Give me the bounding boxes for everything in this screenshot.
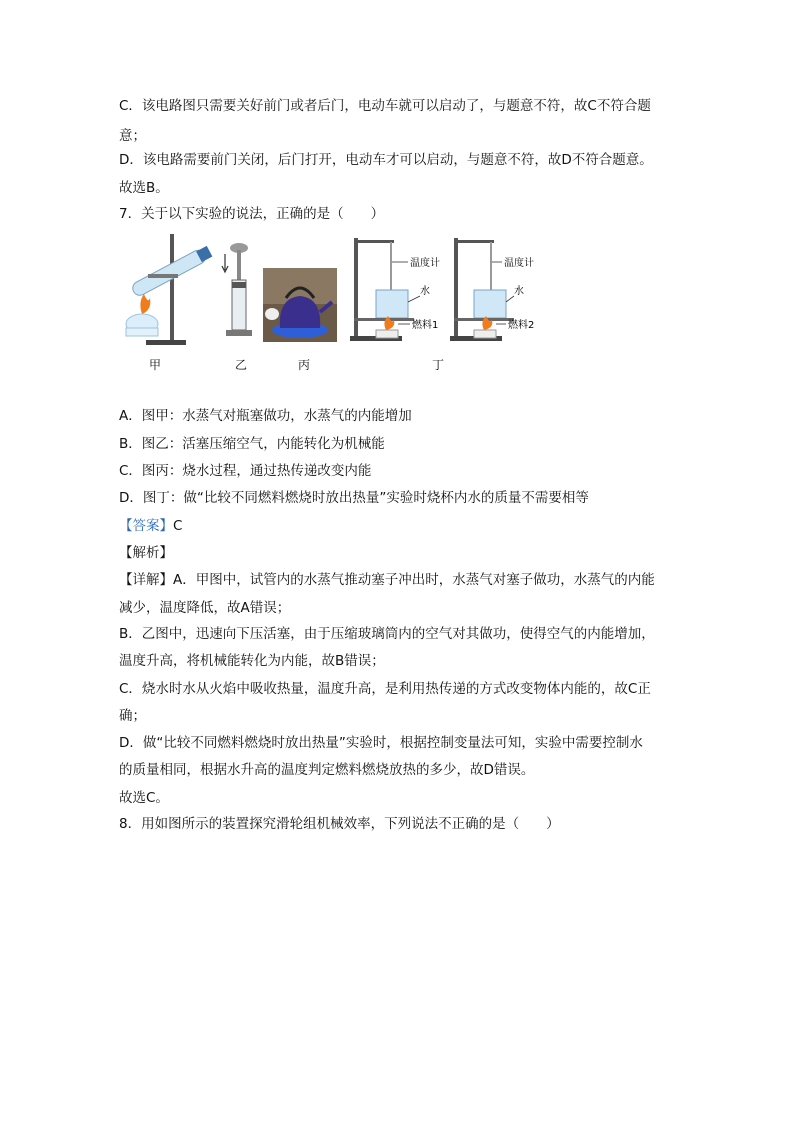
label-thermometer-2: 温度计 bbox=[504, 258, 534, 269]
detail-tag: 【详解】 bbox=[119, 572, 173, 588]
explanation-line-1 bbox=[119, 570, 655, 590]
explanation-b-part2: 温度升高，将机械能转化为内能，故B错误； bbox=[119, 653, 385, 669]
question-8-stem: 8．用如图所示的装置探究滑轮组机械效率，下列说法不正确的是（ ） bbox=[119, 816, 560, 832]
explanation-c-part1: C．烧水时水从火焰中吸收热量，温度升高，是利用热传递的方式改变物体内能的，故C正 bbox=[119, 681, 651, 697]
experiment-figure-svg bbox=[118, 232, 558, 350]
prev-conclusion: 故选B。 bbox=[119, 180, 169, 196]
prev-option-c-line1: C．该电路图只需要关好前门或者后门，电动车就可以启动了，与题意不符，故C不符合题 bbox=[119, 98, 651, 114]
label-thermometer-1: 温度计 bbox=[410, 258, 440, 269]
answer-value: C bbox=[173, 518, 183, 534]
fig-ding-right-apparatus bbox=[450, 238, 514, 341]
label-water-2: 水 bbox=[514, 286, 524, 297]
caption-ding: 丁 bbox=[432, 358, 445, 372]
explanation-b-part1: B．乙图中，迅速向下压活塞，由于压缩玻璃筒内的空气对其做功，使得空气的内能增加， bbox=[119, 626, 655, 642]
q7-conclusion: 故选C。 bbox=[119, 790, 169, 806]
label-fuel-1: 燃料1 bbox=[412, 320, 439, 331]
answer-line bbox=[119, 516, 182, 536]
caption-bing: 丙 bbox=[298, 358, 311, 372]
question-7-stem: 7．关于以下实验的说法，正确的是（ ） bbox=[119, 206, 385, 222]
fig-ding-left-apparatus bbox=[350, 238, 420, 341]
option-b: B．图乙：活塞压缩空气，内能转化为机械能 bbox=[119, 436, 385, 452]
experiment-figure bbox=[118, 232, 558, 350]
explanation-d-part2: 的质量相同，根据水升高的温度判定燃料燃烧放热的多少，故D错误。 bbox=[119, 762, 535, 778]
label-fuel-2: 燃料2 bbox=[508, 320, 535, 331]
fig-bing-photo bbox=[263, 268, 337, 342]
caption-jia: 甲 bbox=[149, 358, 162, 372]
prev-option-c-line2: 意； bbox=[119, 128, 146, 144]
fig-jia-apparatus bbox=[126, 234, 213, 345]
explanation-c-part2: 确； bbox=[119, 708, 146, 724]
fig-yi-apparatus bbox=[222, 243, 252, 336]
option-c: C．图丙：烧水过程，通过热传递改变内能 bbox=[119, 463, 372, 479]
explanation-a-part2: 减少，温度降低，故A错误； bbox=[119, 600, 291, 616]
label-water-1: 水 bbox=[420, 286, 430, 297]
analysis-tag: 【解析】 bbox=[119, 545, 173, 561]
option-d: D．图丁：做“比较不同燃料燃烧时放出热量”实验时烧杯内水的质量不需要相等 bbox=[119, 490, 589, 506]
explanation-a-part1: A．甲图中，试管内的水蒸气推动塞子冲出时，水蒸气对塞子做功，水蒸气的内能 bbox=[173, 572, 655, 588]
caption-yi: 乙 bbox=[235, 358, 248, 372]
option-a: A．图甲：水蒸气对瓶塞做功，水蒸气的内能增加 bbox=[119, 408, 412, 424]
prev-option-d: D．该电路需要前门关闭，后门打开，电动车才可以启动，与题意不符，故D不符合题意。 bbox=[119, 152, 653, 168]
explanation-d-part1: D．做“比较不同燃料燃烧时放出热量”实验时，根据控制变量法可知，实验中需要控制水 bbox=[119, 735, 643, 751]
answer-tag: 【答案】 bbox=[119, 518, 173, 534]
